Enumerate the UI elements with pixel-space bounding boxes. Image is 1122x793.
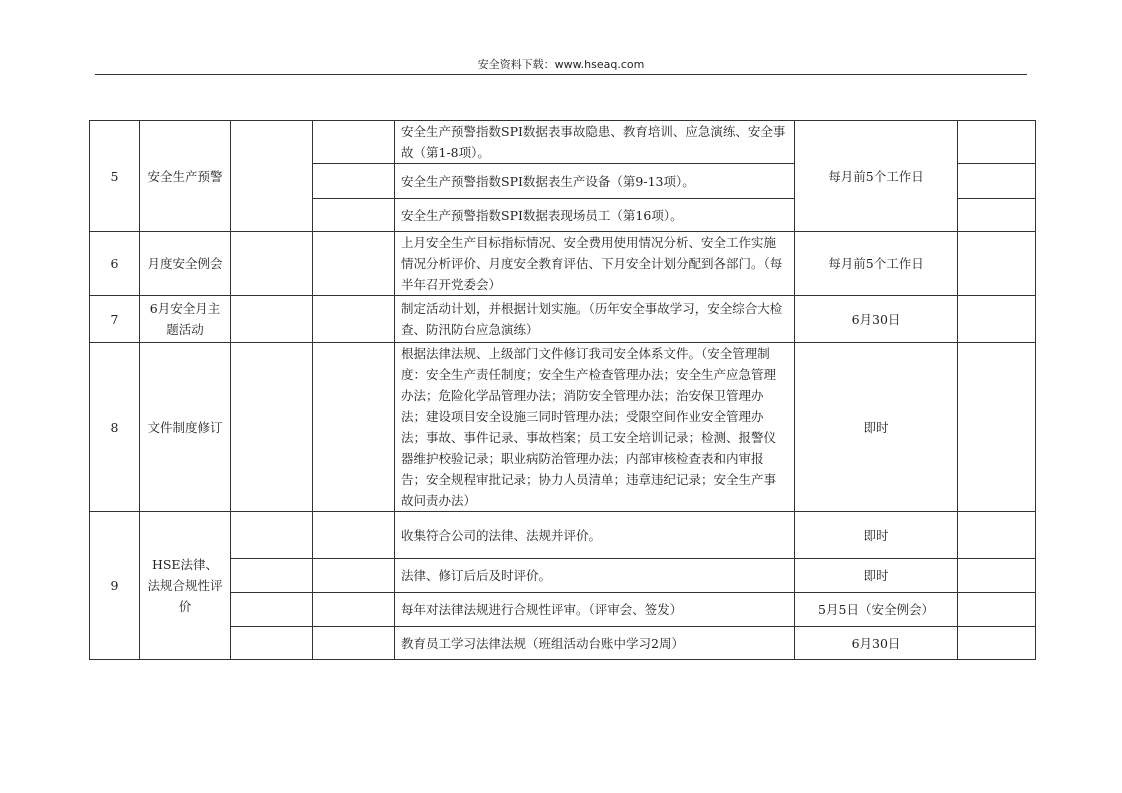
empty-cell [231, 512, 313, 559]
item-content: 安全生产预警指数SPI数据表事故隐患、教育培训、应急演练、安全事故（第1-8项）。 [395, 121, 795, 164]
item-time: 每月前5个工作日 [795, 232, 958, 296]
empty-cell [313, 559, 395, 593]
empty-cell [958, 296, 1036, 343]
item-time: 5月5日（安全例会） [795, 593, 958, 627]
table-row-6 [90, 232, 1036, 296]
empty-cell [231, 559, 313, 593]
table-subrow [90, 559, 1036, 593]
item-time: 6月30日 [795, 296, 958, 343]
item-content: 每年对法律法规进行合规性评审。（评审会、签发） [395, 593, 795, 627]
empty-cell [231, 121, 313, 232]
row-number: 6 [90, 232, 140, 296]
empty-cell [958, 232, 1036, 296]
empty-cell [313, 627, 395, 660]
item-content: 收集符合公司的法律、法规并评价。 [395, 512, 795, 559]
item-content: 安全生产预警指数SPI数据表现场员工（第16项）。 [395, 199, 795, 232]
empty-cell [231, 296, 313, 343]
empty-cell [313, 296, 395, 343]
item-name: HSE法律、法规合规性评价 [140, 512, 231, 660]
table-row-9 [90, 512, 1036, 559]
empty-cell [231, 343, 313, 512]
empty-cell [958, 343, 1036, 512]
empty-cell [313, 199, 395, 232]
item-content: 根据法律法规、上级部门文件修订我司安全体系文件。（安全管理制度：安全生产责任制度；安全生产检查管理办法；安全生产应急管理办法；危险化学品管理办法；消防安全管理办法；治安保卫管理办法；建设项目安全设施三同时管理办法；受限空间作业安全管理办法；事故、事件记录、事故档案；员工安全培训记录；检测、报警仪器维护校验记录；职业病防治管理办法；内部审核检查表和内审报告；安全规程审批记录；协力人员清单；违章违纪记录；安全生产事故问责办法） [395, 343, 795, 512]
table-subrow [90, 593, 1036, 627]
empty-cell [958, 199, 1036, 232]
empty-cell [958, 593, 1036, 627]
item-content: 安全生产预警指数SPI数据表生产设备（第9-13项）。 [395, 164, 795, 199]
item-time: 即时 [795, 559, 958, 593]
item-name: 安全生产预警 [140, 121, 231, 232]
item-time: 6月30日 [795, 627, 958, 660]
empty-cell [231, 232, 313, 296]
empty-cell [313, 164, 395, 199]
table-row-7 [90, 296, 1036, 343]
item-content: 教育员工学习法律法规（班组活动台账中学习2周） [395, 627, 795, 660]
item-name: 6月安全月主题活动 [140, 296, 231, 343]
page-header: 安全资料下载：www.hseaq.com [477, 58, 645, 71]
empty-cell [231, 593, 313, 627]
item-content: 法律、修订后后及时评价。 [395, 559, 795, 593]
empty-cell [313, 512, 395, 559]
empty-cell [231, 627, 313, 660]
empty-cell [958, 559, 1036, 593]
item-content: 制定活动计划，并根据计划实施。（历年安全事故学习，安全综合大检查、防汛防台应急演练） [395, 296, 795, 343]
item-name: 月度安全例会 [140, 232, 231, 296]
empty-cell [958, 121, 1036, 164]
item-time: 即时 [795, 343, 958, 512]
empty-cell [313, 343, 395, 512]
item-time: 每月前5个工作日 [795, 121, 958, 232]
empty-cell [958, 512, 1036, 559]
item-time: 即时 [795, 512, 958, 559]
row-number: 5 [90, 121, 140, 232]
table-row-8 [90, 343, 1036, 512]
item-name: 文件制度修订 [140, 343, 231, 512]
safety-plan-table [89, 120, 1036, 660]
header-divider [95, 74, 1027, 75]
empty-cell [958, 627, 1036, 660]
row-number: 9 [90, 512, 140, 660]
row-number: 8 [90, 343, 140, 512]
empty-cell [313, 121, 395, 164]
table-row-5 [90, 121, 1036, 164]
table-subrow [90, 627, 1036, 660]
empty-cell [313, 593, 395, 627]
empty-cell [313, 232, 395, 296]
empty-cell [958, 164, 1036, 199]
row-number: 7 [90, 296, 140, 343]
item-content: 上月安全生产目标指标情况、安全费用使用情况分析、安全工作实施情况分析评价、月度安全教育评估、下月安全计划分配到各部门。（每半年召开党委会） [395, 232, 795, 296]
